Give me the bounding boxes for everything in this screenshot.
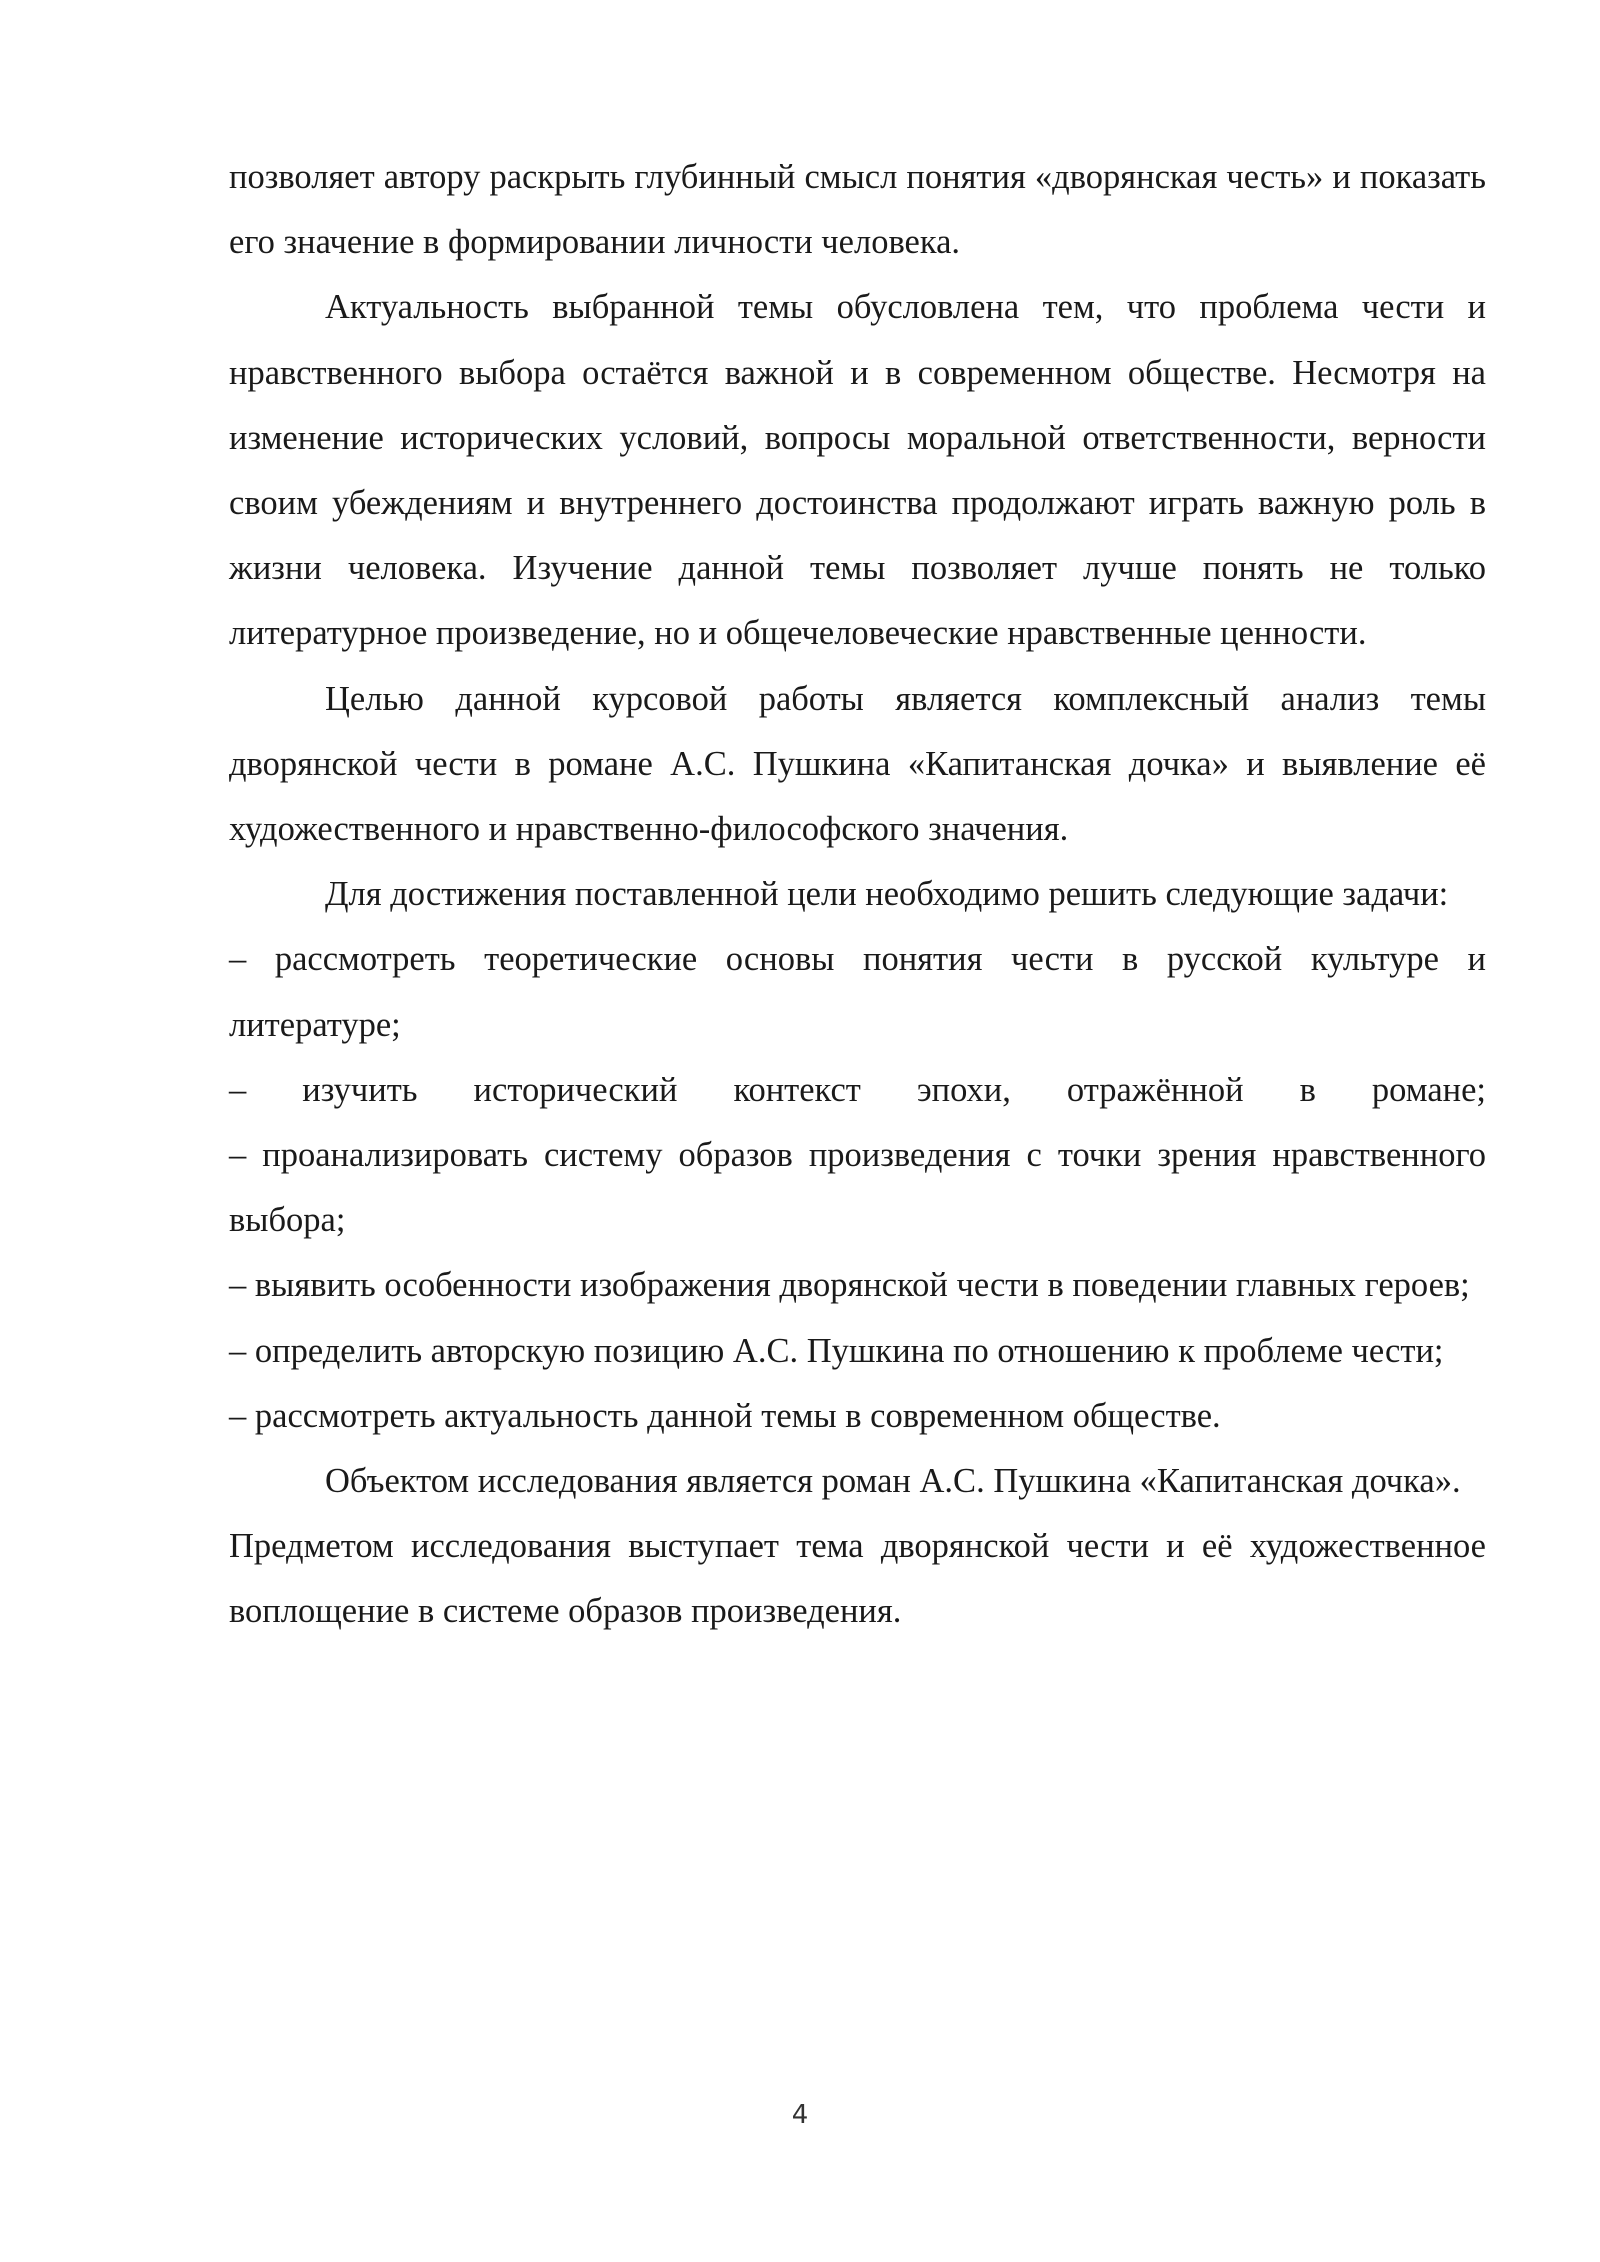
page-number: 4 xyxy=(791,2100,809,2130)
task-item-3: – проанализировать систему образов произведения с точки зрения нравственного выбора; xyxy=(229,1136,1486,1240)
task-item-2: – изучить исторический контекст эпохи, отражённой в романе; xyxy=(229,1070,1486,1109)
paragraph-tasks-intro: Для достижения поставленной цели необходимо решить следующие задачи: xyxy=(325,875,1449,914)
task-item-4: – выявить особенности изображения дворянской чести в поведении главных героев; xyxy=(229,1266,1470,1305)
paragraph-research-subject: Предметом исследования выступает тема дворянской чести и её художественное воплощение в системе образов произведения. xyxy=(229,1527,1486,1631)
task-item-5: – определить авторскую позицию А.С. Пушкина по отношению к проблеме чести; xyxy=(229,1331,1444,1370)
task-item-6: – рассмотреть актуальность данной темы в современном обществе. xyxy=(229,1396,1221,1435)
paragraph-goal: Целью данной курсовой работы является комплексный анализ темы дворянской чести в романе А.С. Пушкина «Капитанская дочка» и выявление её художественного и нравственно-философского значения. xyxy=(229,679,1486,849)
paragraph-research-object: Объектом исследования является роман А.С. Пушкина «Капитанская дочка». xyxy=(325,1462,1461,1501)
paragraph-intro-continuation: позволяет автору раскрыть глубинный смысл понятия «дворянская честь» и показать его значение в формировании личности человека. xyxy=(229,158,1486,262)
paragraph-relevance: Актуальность выбранной темы обусловлена тем, что проблема чести и нравственного выбора остаётся важной и в современном обществе. Несмотря на изменение исторических условий, вопросы моральной ответственности, верности своим убеждениям и внутреннего достоинства продолжают играть важную роль в жизни человека. Изучение данной темы позволяет лучше понять не только литературное произведение, но и общечеловеческие нравственные ценности. xyxy=(229,288,1486,653)
document-body xyxy=(229,145,1486,1645)
task-item-1: – рассмотреть теоретические основы понятия чести в русской культуре и литературе; xyxy=(229,940,1486,1044)
